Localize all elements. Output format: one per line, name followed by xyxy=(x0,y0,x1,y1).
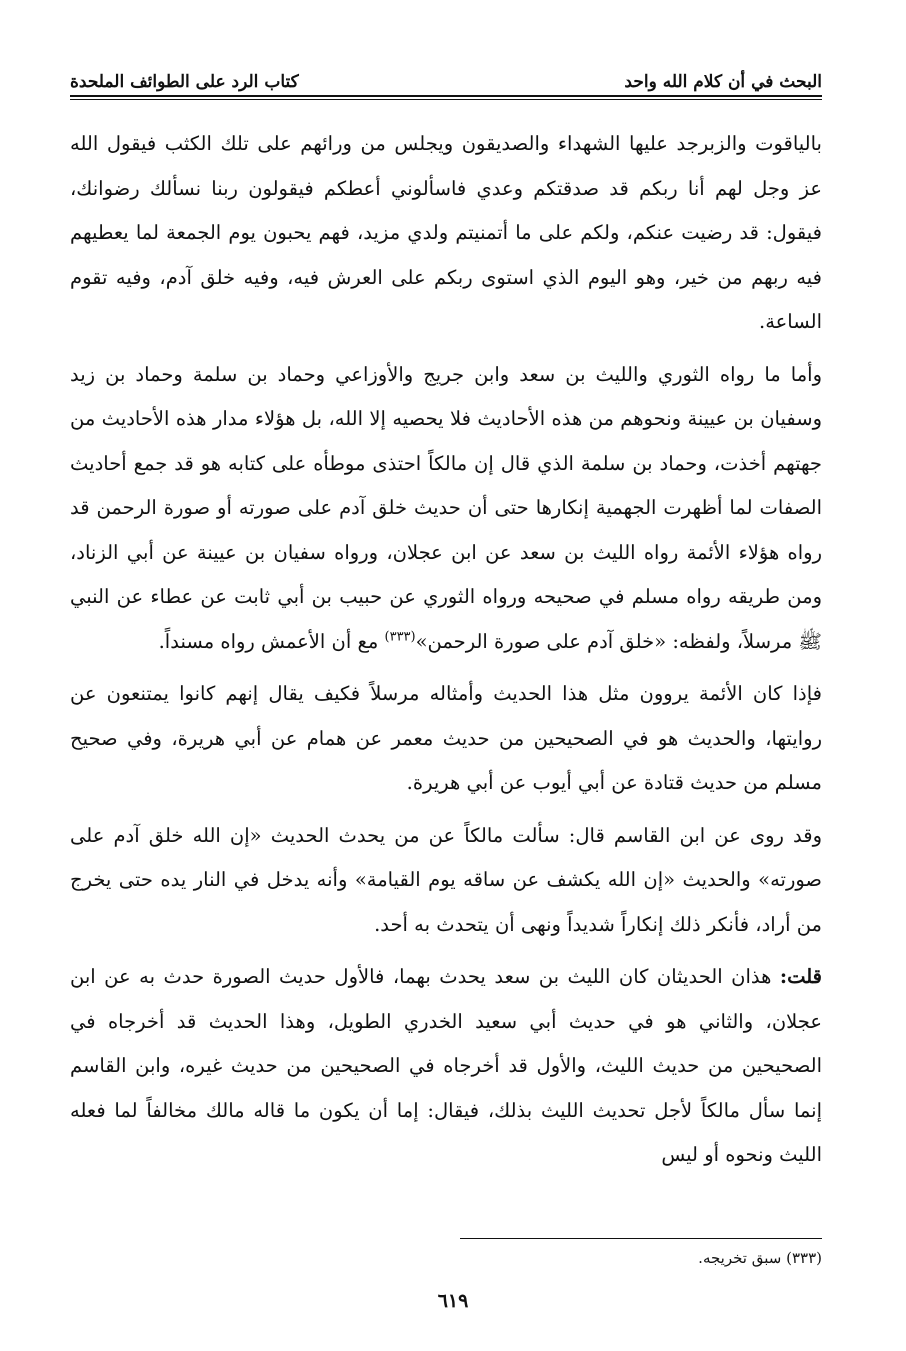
paragraph-text: وأما ما رواه الثوري والليث بن سعد وابن جريج والأوزاعي وحماد بن سلمة وحماد بن زيد وسفيان بن عيينة ونحوهم من هذه الأحاديث فلا يحصيه إلا الله، بل هؤلاء مدار هذه الأحاديث من جهتهم أخذت، وحماد بن سلمة الذي قال إن مالكاً احتذى موطأه على كتابه هو قد جمع أحاديث الصفات لما أظهرت الجهمية إنكارها حتى أن حديث خلق آدم على صورته أو صورة الرحمن قد رواه هؤلاء الأئمة رواه الليث بن سعد عن ابن عجلان، ورواه سفيان بن عيينة عن أبي الزناد، ومن طريقه رواه مسلم في صحيحه ورواه الثوري عن حبيب بن أبي ثابت عن عطاء عن النبي ﷺ مرسلاً، ولفظه: «خلق آدم على صورة الرحمن» xyxy=(70,362,822,653)
paragraph-5 xyxy=(70,955,822,1178)
main-text xyxy=(70,122,822,1186)
paragraph-text: بالياقوت والزبرجد عليها الشهداء والصديقون ويجلس من ورائهم على تلك الكثب فيقول الله عز وجل لهم أنا ربكم قد صدقتكم وعدي فاسألوني أعطكم فيقولون ربنا نسألك رضوانك، فيقول: قد رضيت عنكم، ولكم على ما أتمنيتم ولدي مزيد، فهم يحبون يوم الجمعة لما يعطيهم فيه ربهم من خير، وهو اليوم الذي استوى ربكم على العرش فيه، وفيه خلق آدم، وفيه تقوم الساعة. xyxy=(70,132,822,333)
header-chapter-title: البحث في أن كلام الله واحد xyxy=(624,72,822,92)
paragraph-text: وقد روى عن ابن القاسم قال: سألت مالكاً عن من يحدث الحديث «إن الله خلق آدم على صورته» والحديث «إن الله يكشف عن ساقه يوم القيامة» وأنه يدخل في النار يده حتى يخرج من أراد، فأنكر ذلك إنكاراً شديداً ونهى أن يتحدث به أحد. xyxy=(70,823,822,936)
paragraph-4 xyxy=(70,814,822,948)
paragraph-text: هذان الحديثان كان الليث بن سعد يحدث بهما، فالأول حديث الصورة حدث به عن ابن عجلان، والثاني هو في حديث أبي سعيد الخدري الطويل، وهذا الحديث قد أخرجاه في الصحيحين من حديث الليث، والأول قد أخرجاه في الصحيحين من حديث غيره، وابن القاسم إنما سأل مالكاً لأجل تحديث الليث بذلك، فيقال: إما أن يكون ما قاله مالك مخالفاً لما فعله الليث ونحوه أو ليس xyxy=(70,965,822,1166)
footnote-separator xyxy=(460,1238,822,1239)
header-rule xyxy=(70,95,822,97)
paragraph-tail: مع أن الأعمش رواه مسنداً. xyxy=(158,629,385,653)
header-rule-thin xyxy=(70,99,822,100)
running-header xyxy=(70,58,822,92)
paragraph-2 xyxy=(70,353,822,665)
paragraph-lead-word: قلت: xyxy=(779,965,822,988)
header-book-title: كتاب الرد على الطوائف الملحدة xyxy=(70,72,299,92)
paragraph-3 xyxy=(70,672,822,806)
footnote-reference[interactable]: (٣٣٣) xyxy=(384,629,416,644)
footnote: (٣٣٣) سبق تخريجه. xyxy=(698,1249,822,1267)
page-number: ٦١٩ xyxy=(437,1290,469,1312)
paragraph-1 xyxy=(70,122,822,345)
paragraph-text: فإذا كان الأئمة يروون مثل هذا الحديث وأمثاله مرسلاً فكيف يقال إنهم كانوا يمتنعون عن روايتها، والحديث هو في الصحيحين من حديث معمر عن همام عن أبي هريرة، وفي صحيح مسلم من حديث قتادة عن أبي أيوب عن أبي هريرة. xyxy=(70,682,822,794)
